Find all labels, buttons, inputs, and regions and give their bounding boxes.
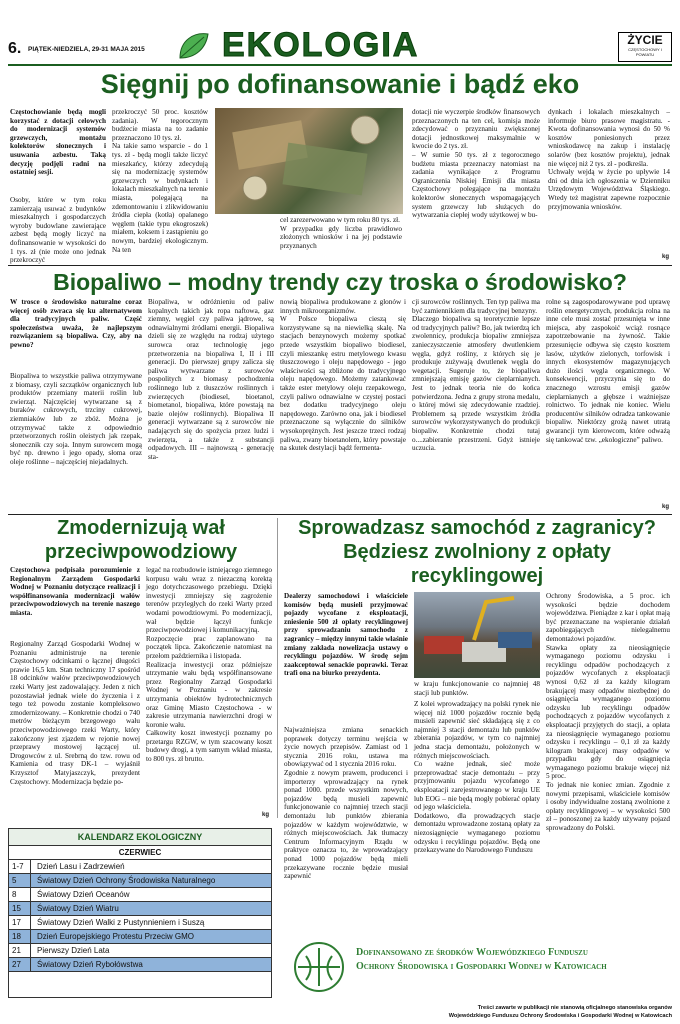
article4-col2: Z kolei wprowadzający na polski rynek nie więcej niż 1000 pojazdów rocznie będą musieli zapewnić sieć składającą się z co najmniej 3 stacji demontażu lub punktów zbierania pojazdów, w tym co najmniej jedna stacja demontażu, położonych w różnych miejscowościach. Co ważne jednak, sieć może przeprowadzać stacje demontażu – przy przyjmowaniu pojazdu wycofanego z eksploatacji zarejestrowanego w kraju UE lub EOG – nie będą mogły pobierać opłaty od jego właściciela. Dodatkowo, dla prowadzących stacje demontażu wprowadzone zostaną opłaty za niezosiągnięcie wymaganego poziomu odzysku i recyklingu pojazdów. Będą one przekazywane do Narodowego Funduszu [414, 700, 540, 855]
column-divider [277, 518, 278, 818]
money-photo [215, 108, 403, 214]
calendar-event: Światowy Dzień Ochrony Środowiska Naturalnego [37, 876, 216, 885]
wfosigw-logo-icon [284, 940, 354, 994]
disclaimer [380, 1004, 672, 1020]
funding-text [356, 946, 672, 974]
calendar-row [9, 958, 271, 972]
article2-col5: rolne są zagospodarowywane pod uprawę roślin energetycznych, produkcja rolna na inne cele musi zostać przesunięta w inne miejsca, aby zaspokoić wciąż rosnące zapotrzebowanie na żywność. Takie przesunięcie odbywa się często kosztem lasów, użytków zielonych, torfowisk i innych ekosystemów magazynujących dużo ilości węgla organicznego. W konsekwencji, przyczynia się to do znacznego wzrostu emisji gazów cieplarnianych a głębsze i ważniejsze rolnictwo. To jednak nie koniec. Wielu producentów silników odradza tankowanie biopaliw. Niektórzy grożą nawet utratą gwarancji tym kierowcom, które odważą się tankować tzw. „ekologiczne” paliwo. [546, 298, 670, 444]
calendar-event: Światowy Dzień Walki z Pustynnieniem i Suszą [37, 918, 205, 927]
article4-col1: Najważniejsza zmiana senackich poprawek dotyczy terminu wejścia w życie nowych przepisów. Zamiast od 1 stycznia 2016 roku, ustawa ma obowiązywać od 1 stycznia 2016 roku. Zgodnie z nowym prawem, producenci i importerzy wprowadzający na rynek ponad 1000. przede wszystkim nowych, pojazdów będą musieli zapewnić funkcjonowanie co najmniej trzech stacji demontażu lub punktów zbierania pojazdów w każdym województwie, w różnych miejscowościach. Jak tłumaczy Centrum Informacyjnym Rządu w praktyce oznacza to, że wprowadzający ponad 1000 pojazdów będą mieli przekazywane rocznie będzie musiał zapewnić [284, 726, 408, 881]
article2-title: Biopaliwo – modny trendy czy troska o środowisko? [53, 269, 627, 295]
article4-col3: Ochrony Środowiska, a 5 proc. ich wysokości będzie dochodem województwa. Pieniądze z kar i opłat mają być przeznaczane na wspieranie działań zapobiegających nielegalnemu demontażowi pojazdów. Stawka opłaty za nieosiągnięcie wymaganego poziomu odzysku i recyklingu odpadów pochodzących z pojazdów wycofanych z eksploatacji wynosi 0,62 zł za każdy kilogram brakującej masy odpadów niezbędnej do osiągnięcia wymaganego poziomu odzysku lub recyklingu odpadów pochodzących z pojazdów wycofanych z eksploatacji przyjętych do stacji, a opłata za nieosiągnięcie wymaganego poziomu odzysku i recyklingu – 0,1 zł za każdy kilogram brakującej masy odpadów w przypadku gdy do osiągnięcia wymaganego poziomu brakuje więcej niż 5 proc. To jednak nie koniec zmian. Zgodnie z nowymi przepisami, właściciele komisów i osoby indywidualne zostaną zwolnione z opłaty recyklingowej – w wysokości 500 zł – ponoszonej za każdy używany pojazd sprowadzony do Polski. [546, 592, 670, 833]
article2-lead: W trosce o środowisko naturalne coraz więcej osób zwraca się ku alternatywom dla tradycyjnych paliw. Część społeczeństwa uważa, że najlepszym rozwiązaniem są biopaliwa. Czy, aby na pewno? [10, 298, 142, 349]
calendar-row [9, 874, 271, 888]
article1-signature: kg [662, 254, 670, 260]
logo-subtitle: CZĘSTOCHOWY I POWIATU [628, 47, 662, 57]
article2-col3: nowią biopaliwa produkowane z glonów i innych mikroorganizmów. W Polsce biopaliwa cieszą się korzystywane są na niewielką skalę. Na stacjach benzynowych możemy spotkać przede wszystkim biopaliwo biodiesel, czyli mieszankę estru metylowego kwasu tłuszczowego i oleju napędowego - jego właściwości są zbliżone do tradycyjnego oleju napędowego. Możemy zatankować także ester metylowy oleju rzepakowego, czyli paliwo odnawialne w czystej postaci bez dodatku tradycyjnego oleju napędowego. Zarówno ona, jak i biodiesel przeznaczone są wyłącznie do silników wysokoprężnych. Jest jeszcze trzeci rodzaj paliwa, zwany bioetanolem, który powstaje na skutek destylacji bądź fermenta- [280, 298, 406, 453]
rule-2 [8, 514, 672, 515]
article1-col1: Osoby, które w tym roku zamierzają usuwać z budynków mieszkalnych i gospodarczych wyroby budowlane zawierające azbest będą mogły liczyć na dofinansowanie w wysokości do 1 tys. zł (nie może ono jednak przekroczyć [10, 196, 106, 265]
article4-col-top: w kraju funkcjonowanie co najmniej 48 stacji lub punktów. [414, 680, 540, 697]
calendar-event: Dzień Europejskiego Protestu Przeciw GMO [37, 932, 194, 941]
article1-lead: Częstochowianie będą mogli korzystać z dotacji celowych do modernizacji systemów grzewczych, montażu kolektorów słonecznych i usuwania azbestu. Taką decyzję podjęli radni na ostatniej sesji. [10, 108, 106, 177]
article1-col2: przekroczyć 50 proc. kosztów zadania). W tegorocznym budżecie miasta na to zadanie przeznaczono 10 tys. zł. Na takie samo wsparcie - do 1 tys. zł - będą mogli także liczyć mieszkańcy, którzy zdecydują się na modernizację systemów grzewczych w budynkach i lokalach mieszkalnych na terenie miasta, polegającą na zdemontowaniu i zlikwidowaniu źródła ciepła (kotła) opalanego węglem (takie typu ekogroszek) miałem, koksem i zastąpieniu go nowym, bardziej ekologicznym. Na ten [112, 108, 208, 254]
calendar-day: 21 [9, 944, 31, 957]
issue-date: PIĄTEK-NIEDZIELA, 29-31 MAJA 2015 [28, 46, 145, 53]
disclaimer-line-1: Treści zawarte w publikacji nie stanowią oficjalnego stanowiska organów [477, 1005, 672, 1011]
calendar-rows [9, 860, 271, 972]
calendar-title: KALENDARZ EKOLOGICZNY [9, 829, 271, 846]
calendar-row [9, 888, 271, 902]
calendar-month: CZERWIEC [9, 846, 271, 860]
zycie-logo [618, 32, 672, 62]
calendar-day: 18 [9, 930, 31, 943]
article2-col4: cji surowców roślinnych. Ten typ paliwa ma być zamiennikiem dla tradycyjnej benzyny. Dlaczego biopaliwa są teoretycznie lepsze od tradycyjnych paliw? Bo, jak twierdzą ich zwolennicy, produkcja biopaliw zmniejsza zanieczyszczenie atmosfery dwutlenkiem węgla, gdyż rośliny, z których się je produkuje zużywają dwutlenek węgla do wegetacji. Sugeruje to, że biopaliwa zmniejszają emisję gazów cieplarnianych. Jest to jednak teoria nie do końca potwierdzona. Jedna z grupy strona medalu, o której mówi się zdecydowanie rzadziej. Problemem są przede wszystkim źródła surowców wykorzystywanych do produkcji biopaliw. Konkretnie chodzi tutaj o....zabieranie przestrzeni. Gdyż istnieje uczucia. [412, 298, 540, 453]
article3-title: Zmodernizują wał przeciwpowodziowy [44, 517, 238, 563]
article1-title: Sięgnij po dofinansowanie i bądź eko [100, 69, 580, 99]
article2-col2: Biopaliwa, w odróżnieniu od paliw kopalnych takich jak ropa naftowa, gaz ziemny, węgiel czy paliwa jądrowe, są odnawialnymi źródłami energii. Biopaliwa dzieli się ze względu na rodzaj użytego surowca oraz technologię jego przetworzenia na biopaliwa I, II i III generacji. Do pierwszej grupy zalicza się paliwa wytwarzane z surowców pospolitych z biomasy pochodzenia roślinnego lub z tłuszczów roślinnych i zwierzęcych (biodiesel, bioetanol, biometanol, biopaliwa, które powstają na bazie olejów roślinnych). Biopaliwa II generacji wytwarzane są z surowców nie nadających się do spożycia przez ludzi i zwierzęta, a także z substancji odpadowych. III – najnowszą - generację sta- [148, 298, 274, 461]
calendar-row [9, 930, 271, 944]
article2-col1: Biopaliwa to wszystkie paliwa otrzymywane z biomasy, czyli szczątków organicznych lub produktów przemiany materii roślin lub zwierząt. Najczęściej wytwarzane są z buraków cukrowych, trzciny cukrowej, ziemniaków lub ze zbóż. Można je otrzymywać także z odpowiednio przetworzonych roślin oleistych jak rzepak, słonecznik czy soja. Innym surowcem mogą być np. drewno i jego opady, słoma oraz oleje roślinne – najczęściej niejadalnych. [10, 372, 142, 466]
calendar-event: Światowy Dzień Wiatru [37, 904, 119, 913]
article3-col1: Regionalny Zarząd Gospodarki Wodnej w Poznaniu administruje na terenie Częstochowy odcinkami o łącznej długości prawie 16,5 km. Stan techniczny 17 spośród 18 odcinków wałów przeciwpowodziowych rzeki Warty jest zadowalający. Jeden z nich pozostawiał jednak wiele do życzenia i z tego też powodu zostanie kompleksowo zmodernizowany. – Konkretnie chodzi o 740 metrów bieżącym brzegowego wału przeciwpowodziowego rzeki Warty, który zakończony jest zjazdem w rejonie nowej przeprawy mostowej łączącej ul. Drogowców z ul. Srebrną do tzw. rowu od Kamienia od trasy DK-1 – wyjaśnił Krzysztof Matyjaszczyk, prezydent Częstochowy. Modernizacja będzie po- [10, 640, 140, 786]
calendar-row [9, 916, 271, 930]
calendar-day: 5 [9, 874, 31, 887]
leaf-icon [176, 30, 210, 62]
article4-title: Sprowadzasz samochód z zagranicy? Będziesz zwolniony z opłaty recyklingowej [298, 517, 656, 587]
article3-lead: Częstochowa podpisała porozumienie z Regionalnym Zarządem Gospodarki Wodnej w Poznaniu dotyczące realizacji i współfinansowania modernizacji wałów przeciwpowodziowych na terenie naszego miasta. [10, 566, 140, 617]
calendar-event: Światowy Dzień Rybołówstwa [37, 960, 143, 969]
calendar-row [9, 944, 271, 958]
calendar-day: 15 [9, 902, 31, 915]
article4-lead: Dealerzy samochodowi i właściciele komisów będą musieli przyjmować pojazdy wycofane z eksploatacji, zniesienie 500 zł opłaty recyklingowej przy sprowadzaniu samochodu z zagranicy – między innymi takie właśnie zmiany zakłada nowelizacja ustawy o recyklingu pojazdów. W środę sejm zaakceptował senackie poprawki. Teraz trafi ona na biurko prezydenta. [284, 592, 408, 678]
calendar-row [9, 902, 271, 916]
funding-line-2: Ochrony Środowiska i Gospodarki Wodnej w Katowicach [356, 961, 607, 972]
calendar-event: Światowy Dzień Oceanów [37, 890, 130, 899]
article1-col4: dotacji nie wyczerpie środków finansowych przeznaczonych na ten cel, komisja może zdecydować o przyznaniu zwiększonej dotacji jednostkowej maksymalnie w kwocie do 2 tys. zł. – W sumie 50 tys. zł z tegorocznego budżetu miasta przeznaczy natomiast na zadania wynikające z Programu Ograniczenia Niskiej Emisji dla miasta Częstochowy polegające na montażu kolektorów słonecznych wspomagających system grzewczy lub służących do wytwarzania ciepłej wody użytkowej w bu- [412, 108, 540, 220]
article1-col5: dynkach i lokalach mieszkalnych – informuje biuro prasowe magistratu. - Kwota dofinansowania wynosi do 50 % kosztów poniesionych przez wnioskodawcę na zakup i instalację solarów (bez kosztów projektu), jednak nie więcej niż 2 tys. zł - podkreśla. Uchwały wejdą w życie po upływie 14 dni od dnia ich ogłoszenia w Dzienniku Urzędowym Województwa Śląskiego. Wtedy też magistrat zapewne rozpocznie przyjmowania wniosków. [548, 108, 670, 211]
calendar-event: Dzień Lasu i Zadrzewień [37, 862, 125, 871]
calendar-day: 27 [9, 958, 31, 971]
calendar-row [9, 860, 271, 874]
funding-line-1: Dofinansowano ze środków Wojewódzkiego Funduszu [356, 947, 588, 958]
disclaimer-line-2: Wojewódzkiego Funduszu Ochrony Środowiska i Gospodarki Wodnej w Katowicach [448, 1013, 672, 1019]
article2-signature: kg [662, 504, 670, 510]
eco-calendar [8, 828, 272, 998]
calendar-event: Pierwszy Dzień Lata [37, 946, 110, 955]
section-title: EKOLOGIA [222, 26, 420, 64]
logo-text: ŻYCIE [627, 33, 663, 47]
article3-signature: kg [262, 812, 270, 818]
article1-col3: cel zarezerwowano w tym roku 80 tys. zł. W przypadku gdy liczba prawidłowo złożonych wniosków i na jej podstawie przyznanych [280, 216, 402, 250]
article3-col2: legać na rozbudowie istniejącego ziemnego korpusu wału wraz z niezaczną korektą jego dotychczasowego przebiegu. Dzięki inwestycji zmniejszy się zagrożenie terenów przyległych do rzeki Warty przed wodami powodziowymi. Po modernizacji, wał będzie łączył funkcje przeciwpowodziowej i komunikacyjną. Rozpoczęcie prac zaplanowano na początek lipca. Zakończenie natomiast na przełom października i listopada. Realizacja inwestycji oraz późniejsze utrzymanie wału będą współfinansowane przez Regionalny Zarząd Gospodarki Wodnej w Poznaniu - w zakresie utrzymania obiektów hydrotechnicznych oraz Gminę Miasto Częstochowa - w zakresie utrzymania nawierzchni drogi w koronie wału. Całkowity koszt inwestycji poznamy po przetargu RZGW, w tym szacowany koszt budowy drogi, a tym samym wkład miasta, to 800 tys. zł brutto. [146, 566, 272, 764]
scrapyard-photo [414, 592, 540, 678]
calendar-day: 1-7 [9, 860, 31, 873]
page-number: 6. [8, 40, 22, 57]
calendar-day: 8 [9, 888, 31, 901]
calendar-day: 17 [9, 916, 31, 929]
